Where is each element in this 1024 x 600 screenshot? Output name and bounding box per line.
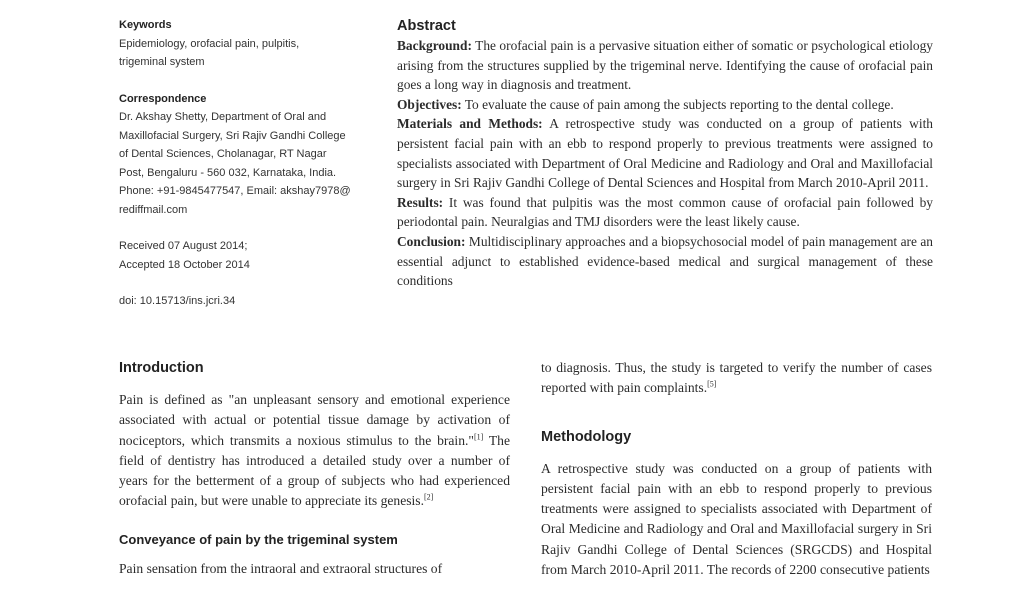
objectives-label: Objectives: — [397, 96, 462, 112]
intro-text-cont: The field of dentistry has introduced a detailed study over a number of years for the betterment of a group of subjects who had experienced orofacial pain, but were unable to appreciate its genesis. — [119, 432, 510, 509]
conveyance-paragraph: Pain sensation from the intraoral and extraoral structures of — [119, 560, 443, 576]
body-column-left — [119, 358, 510, 579]
citation-ref[interactable]: [1] — [473, 432, 484, 442]
conveyance-heading: Conveyance of pain by the trigeminal system — [119, 531, 398, 547]
abstract-section — [397, 16, 933, 291]
citation-ref[interactable]: [5] — [707, 379, 717, 389]
methodology-heading: Methodology — [541, 428, 632, 445]
doi-block — [119, 292, 369, 311]
continued-paragraph — [541, 358, 932, 399]
objectives-text: To evaluate the cause of pain among the subjects reporting to the dental college. — [464, 96, 894, 112]
correspondence-line: Phone: +91-9845477547, Email: akshay7978@ — [119, 185, 351, 197]
received-date: Received 07 August 2014; — [119, 240, 248, 252]
accepted-date: Accepted 18 October 2014 — [119, 258, 250, 271]
dates-block — [119, 237, 369, 274]
continued-text: to diagnosis. Thus, the study is targeted to verify the number of cases reported with pain complaints. — [541, 360, 932, 396]
introduction-heading: Introduction — [119, 360, 204, 376]
abstract-background — [397, 36, 933, 95]
citation-ref[interactable]: [2] — [423, 492, 434, 502]
correspondence-line: of Dental Sciences, Cholanagar, RT Nagar — [119, 148, 327, 160]
correspondence-line: rediffmail.com — [119, 203, 188, 216]
abstract-methods — [397, 114, 933, 192]
correspondence-block — [119, 90, 369, 220]
abstract-title: Abstract — [397, 18, 456, 34]
results-text: It was found that pulpitis was the most common cause of orofacial pain followed by periodontal pain. Neuralgias and TMJ disorders were the least likely cause. — [397, 194, 933, 230]
correspondence-line: Post, Bengaluru - 560 032, Karnataka, India. — [119, 166, 337, 179]
keywords-line: trigeminal system — [119, 56, 205, 68]
body-column-right — [541, 358, 932, 580]
correspondence-line: Maxillofacial Surgery, Sri Rajiv Gandhi College — [119, 129, 346, 142]
methodology-paragraph: A retrospective study was conducted on a group of patients with persistent facial pain with an ebb to respond properly to previous treatments were assigned to specialists associated with Department of Oral Medicine and Radiology and Oral and Maxillofacial surgery in Sri Rajiv Gandhi College of Dental Sciences (SRGCDS) and Hospital from March 2010-April 2011. The records of 2200 consecutive patients — [541, 460, 932, 578]
methods-label: Materials and Methods: — [397, 116, 543, 132]
abstract-conclusion — [397, 232, 933, 291]
background-label: Background: — [397, 38, 472, 53]
keywords-line: Epidemiology, orofacial pain, pulpitis, — [119, 37, 300, 50]
methods-text: A retrospective study was conducted on a group of patients with persistent facial pain with an ebb to respond properly to previous treatments were assigned to specialists associated with Department of Oral Medicine and Radiology and Oral and Maxillofacial surgery in Sri Rajiv Gandhi College of Dental Sciences and Hospital from March 2010-April 2011. — [397, 116, 933, 191]
introduction-paragraph — [119, 390, 510, 512]
correspondence-line: Dr. Akshay Shetty, Department of Oral and — [119, 111, 327, 123]
background-text: The orofacial pain is a pervasive situation either of somatic or psychological etiology arising from the structures supplied by the trigeminal nerve. Identifying the cause of orofacial pain goes a long way in diagnosis and treatment. — [397, 38, 933, 93]
intro-text: Pain is defined as "an unpleasant sensory and emotional experience associated with actual or potential tissue damage by activation of nociceptors, which transmits a noxious stimulus to the brain." — [119, 392, 510, 448]
correspondence-heading: Correspondence — [119, 92, 207, 105]
conclusion-text: Multidisciplinary approaches and a biopsychosocial model of pain management are an essential adjunct to established evidence-based medical and surgical management of these conditions — [397, 233, 933, 289]
abstract-results — [397, 193, 933, 232]
keywords-block — [119, 16, 369, 72]
doi-link[interactable]: doi: 10.15713/ins.jcri.34 — [119, 295, 236, 307]
keywords-heading: Keywords — [119, 19, 172, 31]
abstract-objectives — [397, 95, 933, 115]
results-label: Results: — [397, 194, 444, 210]
article-metadata — [119, 16, 369, 329]
conclusion-label: Conclusion: — [397, 233, 466, 249]
